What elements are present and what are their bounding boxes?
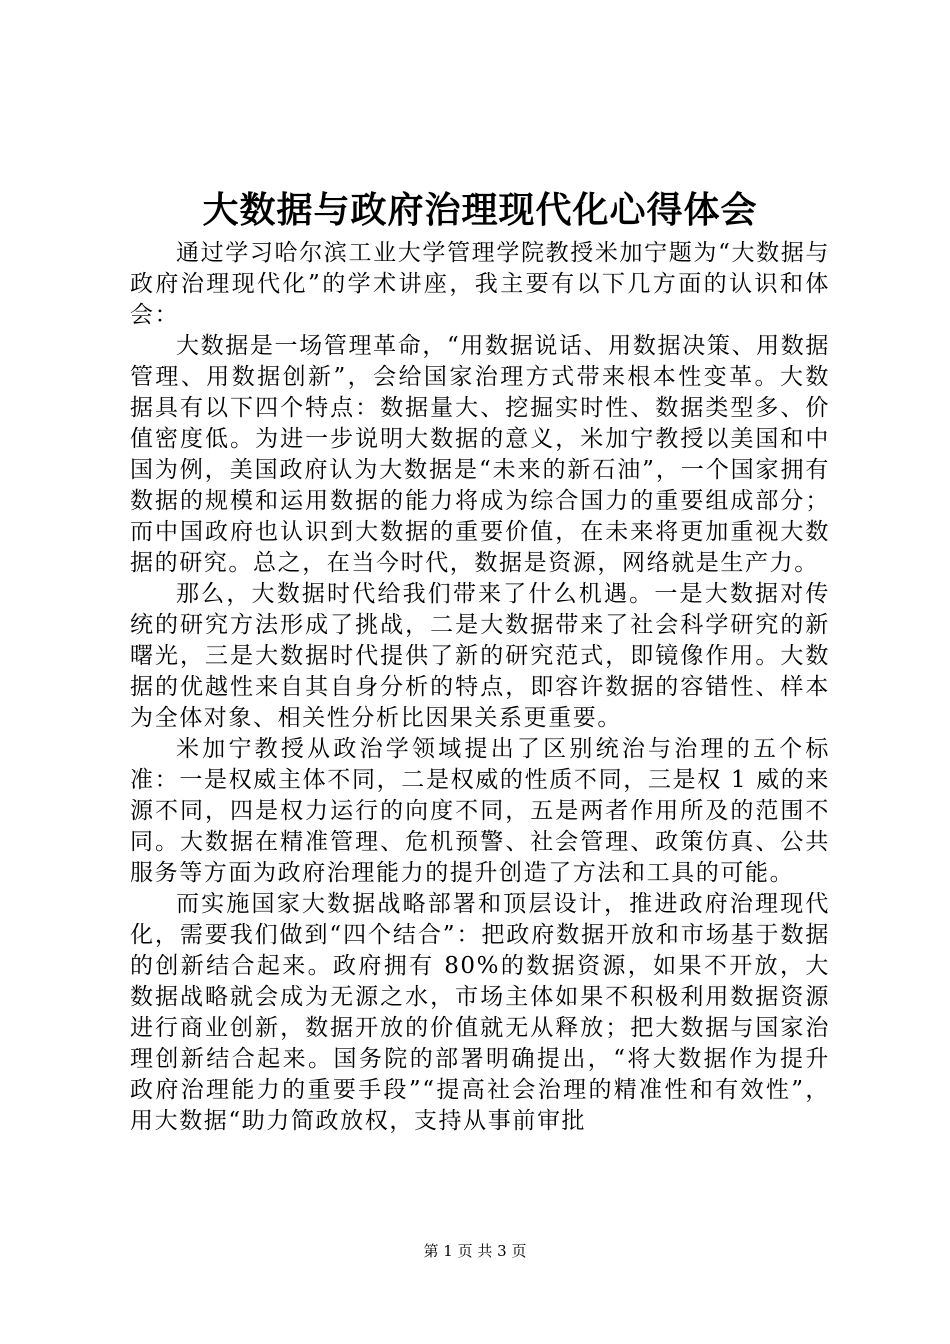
document-body <box>130 238 830 1137</box>
paragraph-management-revolution: 大数据是一场管理革命，“用数据说话、用数据决策、用数据管理、用数据创新”，会给国家治理方式带来根本性变革。大数据具有以下四个特点：数据量大、挖掘实时性、数据类型多、价值密度低。为进一步说明大数据的意义，米加宁教授以美国和中国为例，美国政府认为大数据是“未来的新石油”，一个国家拥有数据的规模和运用数据的能力将成为综合国力的重要组成部分；而中国政府也认识到大数据的重要价值，在未来将更加重视大数据的研究。总之，在当今时代，数据是资源，网络就是生产力。 <box>130 333 830 576</box>
page-number-footer: 第 1 页 共 3 页 <box>423 1242 527 1260</box>
paragraph-five-standards: 米加宁教授从政治学领域提出了区别统治与治理的五个标准：一是权威主体不同，二是权威的性质不同，三是权 1 威的来源不同，四是权力运行的向度不同，五是两者作用所及的范围不同。大数据在精准管理、危机预警、社会管理、政策仿真、公共服务等方面为政府治理能力的提升创造了方法和工具的可能。 <box>130 736 830 886</box>
paragraph-intro: 通过学习哈尔滨工业大学管理学院教授米加宁题为“大数据与政府治理现代化”的学术讲座，我主要有以下几方面的认识和体会： <box>130 240 830 328</box>
paragraph-four-combinations: 而实施国家大数据战略部署和顶层设计，推进政府治理现代化，需要我们做到“四个结合”：把政府数据开放和市场基于数据的创新结合起来。政府拥有 80%的数据资源，如果不开放，大数据战略就会成为无源之水，市场主体如果不积极利用数据资源进行商业创新，数据开放的价值就无从释放；把大数据与国家治理创新结合起来。国务院的部署明确提出，“将大数据作为提升政府治理能力的重要手段”“提高社会治理的精准性和有效性”，用大数据“助力简政放权，支持从事前审批 <box>130 891 830 1134</box>
document-title: 大数据与政府治理现代化心得体会 <box>202 189 758 231</box>
paragraph-opportunities: 那么，大数据时代给我们带来了什么机遇。一是大数据对传统的研究方法形成了挑战，二是大数据带来了社会科学研究的新曙光，三是大数据时代提供了新的研究范式，即镜像作用。大数据的优越性来自其自身分析的特点，即容许数据的容错性、样本为全体对象、相关性分析比因果关系更重要。 <box>130 581 830 731</box>
